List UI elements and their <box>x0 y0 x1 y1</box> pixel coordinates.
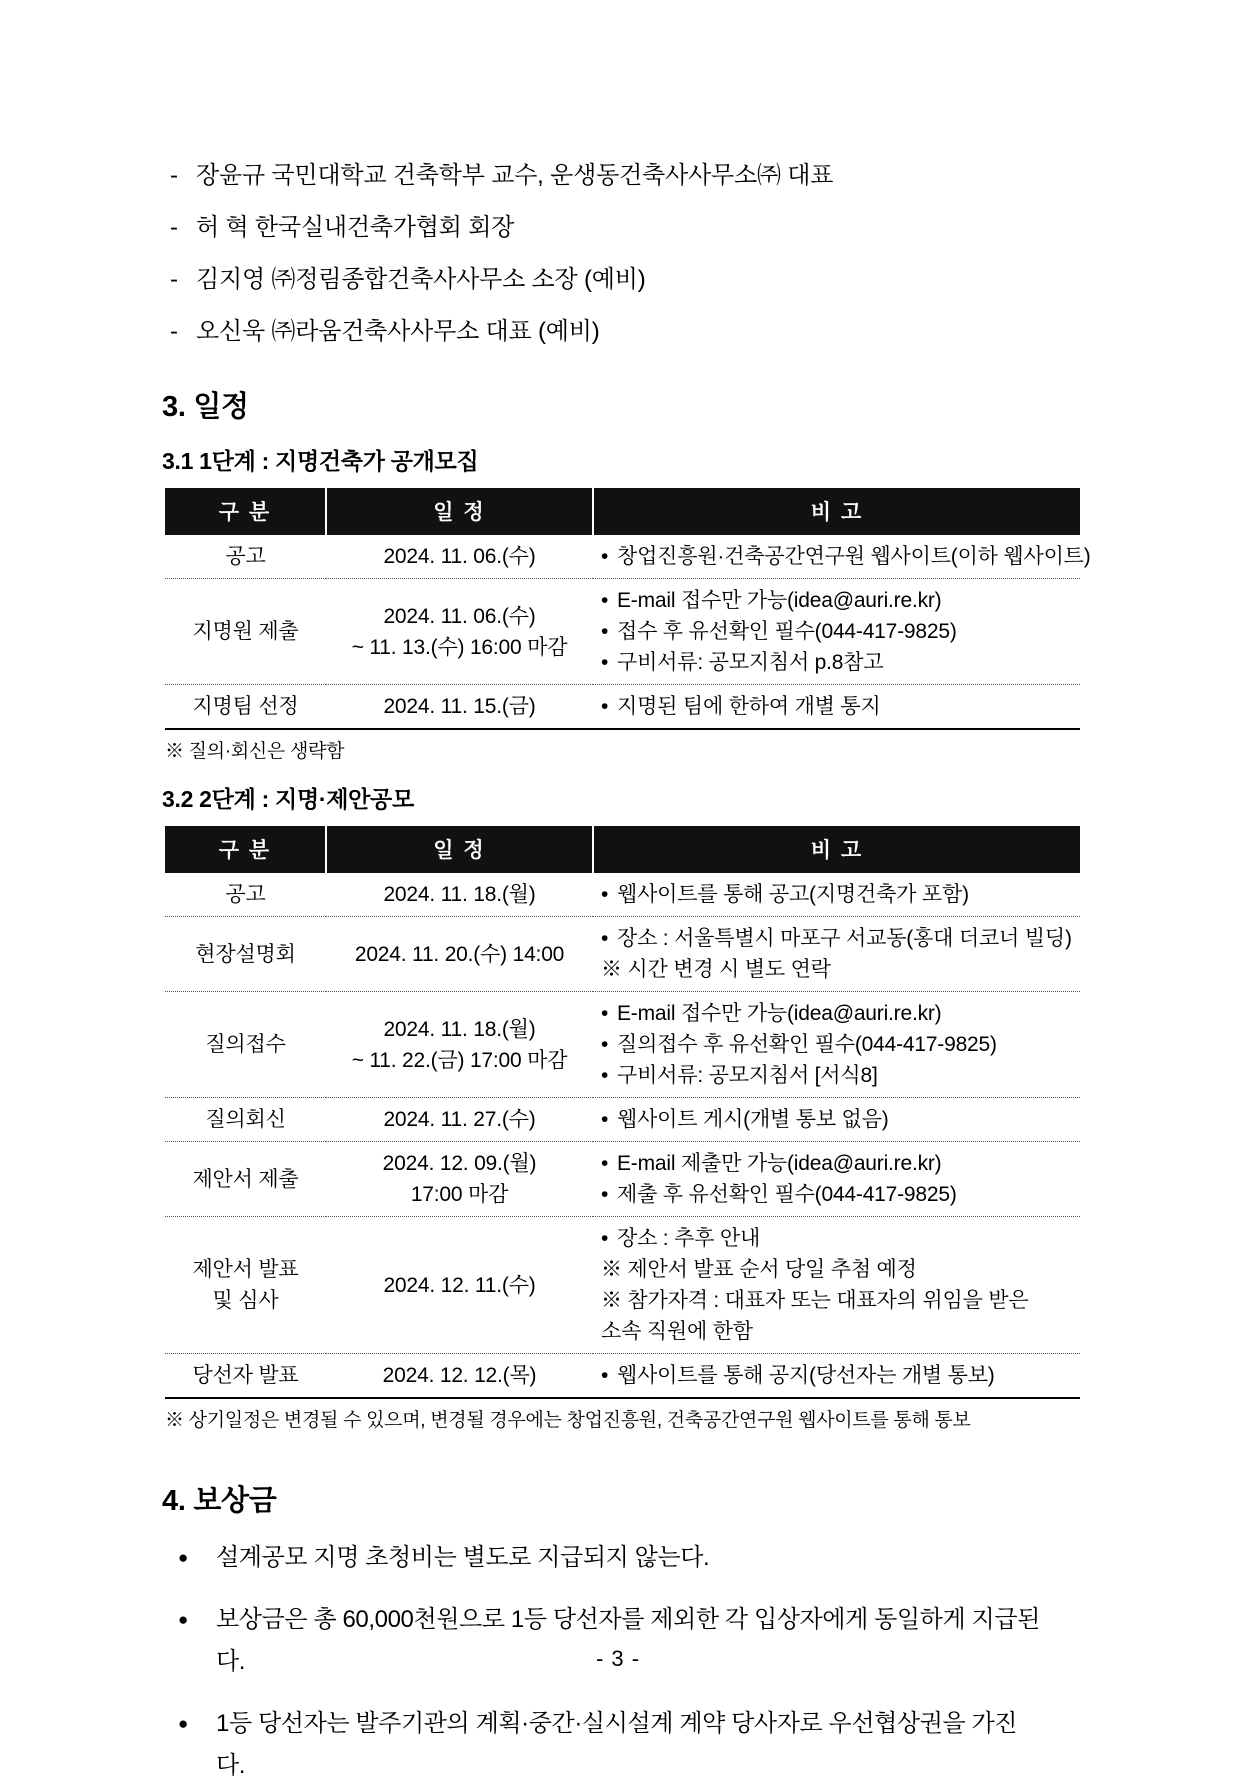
note-line <box>601 1148 1072 1179</box>
bullet-icon: • <box>601 1002 609 1025</box>
note-text: E-mail 제출만 가능(idea@auri.re.kr) <box>617 1152 942 1175</box>
note-line <box>601 616 1072 647</box>
note-line <box>601 1223 1072 1254</box>
table-row <box>165 917 1080 992</box>
note-line <box>601 585 1072 616</box>
note-text: 구비서류: 공모지침서 [서식8] <box>617 1064 878 1087</box>
bullet-icon: • <box>601 545 609 568</box>
column-header-note: 비 고 <box>593 488 1080 535</box>
list-item <box>170 150 1126 202</box>
subsection-heading-stage1: 3.1 1단계 : 지명건축가 공개모집 <box>162 448 479 474</box>
note-text: E-mail 접수만 가능(idea@auri.re.kr) <box>617 589 942 612</box>
member-name: 허 혁 한국실내건축가협회 회장 <box>196 214 515 241</box>
list-item <box>170 254 1126 306</box>
note-text: 장소 : 서울특별시 마포구 서교동(홍대 더코너 빌딩) <box>617 927 1072 950</box>
bullet-icon: • <box>601 1183 609 1206</box>
note-line: ※ 참가자격 : 대표자 또는 대표자의 위임을 받은 <box>601 1289 1029 1312</box>
table-row <box>165 1098 1080 1142</box>
list-item: ● 1등 당선자는 발주기관의 계획·중간·실시설계 계약 당사자로 우선협상권을 가진다. <box>174 1703 1044 1787</box>
note-line <box>601 1179 1072 1210</box>
table-body <box>165 873 1080 1398</box>
table-header <box>165 826 1080 873</box>
cell-note <box>593 1098 1080 1142</box>
note-text: 웹사이트 게시(개별 통보 없음) <box>617 1108 889 1131</box>
cell-gubun: 질의회신 <box>165 1098 326 1142</box>
note-line <box>601 923 1072 954</box>
list-item <box>170 202 1126 254</box>
date-line: ~ 11. 13.(수) 16:00 마감 <box>351 635 568 659</box>
cell-date: 2024. 11. 27.(수) <box>326 1098 593 1142</box>
note-text: 구비서류: 공모지침서 p.8참고 <box>617 651 884 674</box>
cell-gubun: 지명팀 선정 <box>165 685 326 730</box>
cell-note <box>593 579 1080 685</box>
cell-note <box>593 873 1080 917</box>
note-text: 장소 : 추후 안내 <box>617 1227 761 1250</box>
schedule-table-stage2 <box>165 826 1080 1399</box>
gubun-line: 및 심사 <box>212 1289 279 1312</box>
table-row <box>165 1354 1080 1399</box>
table-row <box>165 1217 1080 1354</box>
cell-date <box>326 992 593 1098</box>
table2-footnote: ※ 상기일정은 변경될 수 있으며, 변경될 경우에는 창업진흥원, 건축공간연구원 웹사이트를 통해 통보 <box>165 1410 971 1431</box>
column-header-gubun: 구 분 <box>165 826 326 873</box>
bullet-icon: • <box>601 1108 609 1131</box>
table-row <box>165 1142 1080 1217</box>
table-row <box>165 873 1080 917</box>
table-header-row <box>165 826 1080 873</box>
table-header <box>165 488 1080 535</box>
table-row <box>165 535 1080 579</box>
cell-note <box>593 917 1080 992</box>
table-row <box>165 992 1080 1098</box>
bullet-icon: • <box>601 695 609 718</box>
cell-gubun <box>165 1217 326 1354</box>
note-text: 지명된 팀에 한하여 개별 통지 <box>617 695 881 718</box>
page-number: - 3 - <box>595 1646 641 1671</box>
note-text: 웹사이트를 통해 공고(지명건축가 포함) <box>617 883 969 906</box>
dash-marker: - <box>170 318 178 345</box>
committee-member-list <box>170 150 1126 358</box>
cell-gubun: 공고 <box>165 873 326 917</box>
table1-footnote: ※ 질의·회신은 생략함 <box>165 741 345 762</box>
note-line: ※ 제안서 발표 순서 당일 추첨 예정 <box>601 1258 917 1281</box>
cell-gubun: 제안서 제출 <box>165 1142 326 1217</box>
date-line: ~ 11. 22.(금) 17:00 마감 <box>351 1048 568 1072</box>
cell-gubun: 질의접수 <box>165 992 326 1098</box>
date-line: 17:00 마감 <box>410 1183 509 1206</box>
date-line: 2024. 11. 06.(수) <box>383 604 536 628</box>
cell-gubun: 현장설명회 <box>165 917 326 992</box>
cell-date: 2024. 11. 20.(수) 14:00 <box>326 917 593 992</box>
section-heading-schedule: 3. 일정 <box>162 391 249 423</box>
member-name: 김지영 ㈜정림종합건축사사무소 소장 (예비) <box>196 266 646 293</box>
note-text: 제출 후 유선확인 필수(044-417-9825) <box>617 1183 957 1206</box>
bullet-icon: • <box>601 1033 609 1056</box>
bullet-icon: • <box>601 620 609 643</box>
dash-marker: - <box>170 162 178 189</box>
note-line <box>601 1029 1072 1060</box>
note-line <box>601 1104 1072 1135</box>
list-item: ● 설계공모 지명 초청비는 별도로 지급되지 않는다. <box>174 1537 1044 1579</box>
note-text: 창업진흥원·건축공간연구원 웹사이트(이하 웹사이트) <box>617 545 1091 568</box>
bullet-icon: • <box>601 927 609 950</box>
table-body <box>165 535 1091 729</box>
dash-marker: - <box>170 266 178 293</box>
note-text: 웹사이트를 통해 공지(당선자는 개별 통보) <box>617 1364 995 1387</box>
date-line: 2024. 12. 09.(월) <box>382 1152 537 1175</box>
column-header-date: 일 정 <box>326 488 593 535</box>
section-heading-compensation: 4. 보상금 <box>162 1485 277 1517</box>
note-line <box>601 879 1072 910</box>
list-item <box>170 306 1126 358</box>
cell-date: 2024. 11. 15.(금) <box>326 685 593 730</box>
note-line <box>601 691 1072 722</box>
table-row <box>165 579 1080 685</box>
cell-date <box>326 579 593 685</box>
subsection-heading-stage2: 3.2 2단계 : 지명·제안공모 <box>162 786 414 812</box>
schedule-table-stage1 <box>165 488 1091 730</box>
bullet-icon: • <box>601 883 609 906</box>
table-header-row <box>165 488 1080 535</box>
note-text: 접수 후 유선확인 필수(044-417-9825) <box>617 620 957 643</box>
bullet-icon: • <box>601 1227 609 1250</box>
note-text: E-mail 접수만 가능(idea@auri.re.kr) <box>617 1002 942 1025</box>
column-header-note: 비 고 <box>593 826 1080 873</box>
note-text: 질의접수 후 유선확인 필수(044-417-9825) <box>617 1033 997 1056</box>
member-name: 장윤규 국민대학교 건축학부 교수, 운생동건축사사무소㈜ 대표 <box>196 162 834 189</box>
cell-note <box>593 992 1080 1098</box>
table-row <box>165 685 1080 730</box>
bullet-icon: • <box>601 1064 609 1087</box>
cell-gubun: 지명원 제출 <box>165 579 326 685</box>
cell-note <box>593 1354 1080 1399</box>
note-line <box>601 998 1072 1029</box>
note-line: 소속 직원에 한함 <box>601 1320 753 1343</box>
member-name: 오신욱 ㈜라움건축사사무소 대표 (예비) <box>196 318 600 345</box>
bullet-icon: • <box>601 1152 609 1175</box>
cell-note <box>593 1217 1080 1354</box>
cell-note <box>593 535 1091 579</box>
bullet-icon: • <box>601 1364 609 1387</box>
cell-note <box>593 685 1080 730</box>
note-line <box>601 647 1072 678</box>
cell-date: 2024. 12. 12.(목) <box>326 1354 593 1399</box>
cell-date: 2024. 11. 18.(월) <box>326 873 593 917</box>
column-header-date: 일 정 <box>326 826 593 873</box>
list-item: ● 보상금은 총 60,000천원으로 1등 당선자를 제외한 각 입상자에게 동일하게 지급된다. <box>174 1599 1044 1683</box>
bullet-icon: • <box>601 589 609 612</box>
cell-gubun: 당선자 발표 <box>165 1354 326 1399</box>
gubun-line: 제안서 발표 <box>192 1258 299 1281</box>
cell-date: 2024. 11. 06.(수) <box>326 535 593 579</box>
note-line <box>601 1360 1072 1391</box>
cell-gubun: 공고 <box>165 535 326 579</box>
cell-date <box>326 1142 593 1217</box>
cell-date: 2024. 12. 11.(수) <box>326 1217 593 1354</box>
note-line <box>601 1060 1072 1091</box>
date-line: 2024. 11. 18.(월) <box>383 1017 536 1041</box>
note-line: ※ 시간 변경 시 별도 연락 <box>601 958 831 981</box>
cell-note <box>593 1142 1080 1217</box>
bullet-icon: • <box>601 651 609 674</box>
column-header-gubun: 구 분 <box>165 488 326 535</box>
dash-marker: - <box>170 214 178 241</box>
note-line <box>601 541 1091 572</box>
